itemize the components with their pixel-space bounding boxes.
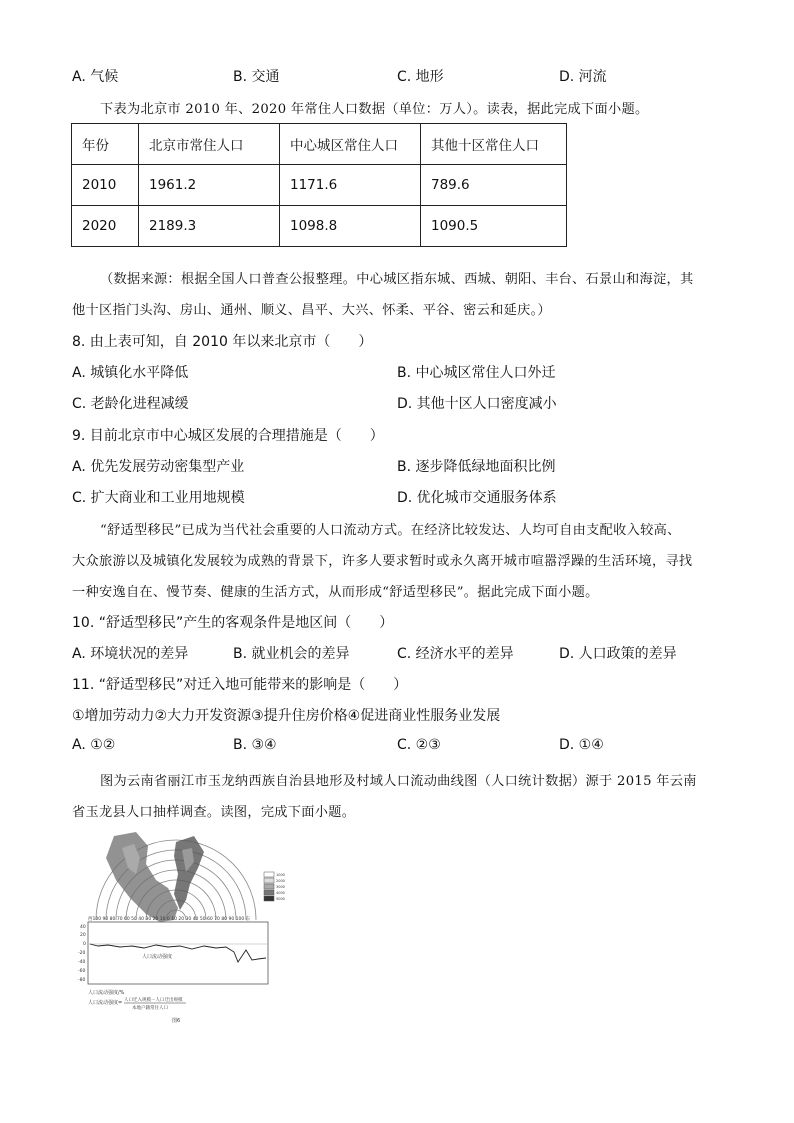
q7-option-c: C. 地形 (397, 69, 444, 85)
q11-option-d: D. ①④ (559, 737, 604, 753)
q9-stem: 9. 目前北京市中心城区发展的合理措施是（ ） (72, 428, 384, 444)
terrain-region-north (174, 836, 204, 910)
y-tick: 20 (80, 933, 86, 938)
q7-option-b: B. 交通 (233, 69, 280, 85)
q11-option-a: A. ①② (72, 737, 116, 753)
legend-label: 5000 (276, 897, 285, 901)
population-flow-curve (90, 944, 266, 962)
y-tick: -20 (78, 951, 86, 956)
table-note-line2: 他十区指门头沟、房山、通州、顺义、昌平、大兴、怀柔、平谷、密云和延庆。） (72, 303, 551, 318)
figure-graphic (78, 828, 296, 1028)
terrain-population-figure (78, 828, 296, 1028)
q9-option-d: D. 优化城市交通服务体系 (397, 490, 557, 506)
table-row (72, 206, 567, 247)
legend-label: 3000 (276, 885, 285, 889)
y-ticks (78, 924, 86, 983)
y-tick: -60 (78, 969, 86, 974)
table-cell: 2020 (72, 206, 139, 247)
q9-option-c: C. 扩大商业和工业用地规模 (72, 490, 245, 506)
formula-denominator: 本地户籍常住人口 (132, 1006, 168, 1011)
q11-option-b: B. ③④ (233, 737, 277, 753)
table-header-cell: 中心城区常住人口 (280, 124, 421, 165)
table-header-cell: 年份 (72, 124, 139, 165)
q8-option-a: A. 城镇化水平降低 (72, 365, 189, 381)
q10-options (72, 643, 732, 663)
table-header-cell: 北京市常住人口 (139, 124, 280, 165)
y-tick: 40 (80, 925, 86, 930)
y-tick: 0 (83, 942, 86, 947)
table-note-line1: （数据来源：根据全国人口普查公报整理。中心城区指东城、西城、朝阳、丰台、石景山和海淀，其 (100, 272, 694, 287)
q8-options (72, 362, 732, 382)
q7-options (72, 66, 732, 86)
q8-options-row2 (72, 393, 732, 413)
table-row (72, 165, 567, 206)
q8-option-d: D. 其他十区人口密度减小 (397, 396, 557, 412)
q10-stem: 10. “舒适型移民”产生的客观条件是地区间（ ） (72, 615, 394, 631)
q8-option-c: C. 老龄化进程减缓 (72, 396, 189, 412)
passage-line3: 一种安逸自在、慢节奏、健康的生活方式，从而形成“舒适型移民”。据此完成下面小题。 (72, 585, 599, 600)
q10-option-b: B. 就业机会的差异 (233, 646, 350, 662)
table-cell: 1961.2 (139, 165, 280, 206)
q11-items: ①增加劳动力②大力开发资源③提升住房价格④促进商业性服务业发展 (72, 708, 501, 724)
q8-stem: 8. 由上表可知，自 2010 年以来北京市（ ） (72, 334, 373, 350)
map-intro-line1: 图为云南省丽江市玉龙纳西族自治县地形及村域人口流动曲线图（人口统计数据）源于 2015 年云南 (100, 774, 697, 789)
q7-option-d: D. 河流 (559, 69, 607, 85)
q9-options-row2 (72, 487, 732, 507)
elevation-legend (264, 872, 285, 901)
population-table (71, 123, 567, 247)
q11-options (72, 737, 732, 757)
q11-option-c: C. ②③ (397, 737, 441, 753)
legend-label: 4000 (276, 891, 285, 895)
table-cell: 2010 (72, 165, 139, 206)
q7-option-a: A. 气候 (72, 69, 119, 85)
table-cell: 789.6 (421, 165, 567, 206)
curve-plot-frame (88, 922, 268, 984)
passage-line2: 大众旅游以及城镇化发展较为成熟的背景下，许多人要求暂时或永久离开城市喧嚣浮躁的生活环境，寻找 (72, 554, 693, 569)
q8-option-b: B. 中心城区常住人口外迁 (397, 365, 556, 381)
y-axis-title: 人口流动强度/% (88, 990, 125, 996)
q9-options (72, 456, 732, 476)
curve-label: 人口流动强度 (142, 954, 173, 960)
y-tick: -40 (78, 960, 86, 965)
legend-label: 2000 (276, 879, 285, 883)
table-cell: 1171.6 (280, 165, 421, 206)
table-header-row (72, 124, 567, 165)
q10-option-d: D. 人口政策的差异 (559, 646, 677, 662)
distance-axis: 西100 90 80 70 60 50 40 30 20 10 0 10 20 30 40 50 60 70 80 90 100 东 (88, 917, 251, 922)
passage-line1: “舒适型移民”已成为当代社会重要的人口流动方式。在经济比较发达、人均可自由支配收入较高、 (100, 523, 681, 538)
table-cell: 1098.8 (280, 206, 421, 247)
formula-lhs: 人口流动强度= (88, 1000, 123, 1006)
y-tick: -80 (78, 978, 86, 983)
map-intro-line2: 省玉龙县人口抽样调查。读图，完成下面小题。 (72, 805, 356, 820)
q10-option-a: A. 环境状况的差异 (72, 646, 189, 662)
table-cell: 2189.3 (139, 206, 280, 247)
q9-option-b: B. 逐步降低绿地面积比例 (397, 459, 556, 475)
q10-option-c: C. 经济水平的差异 (397, 646, 514, 662)
table-header-cell: 其他十区常住人口 (421, 124, 567, 165)
q11-stem: 11. “舒适型移民”对迁入地可能带来的影响是（ ） (72, 677, 408, 693)
table-cell: 1090.5 (421, 206, 567, 247)
table-intro: 下表为北京市 2010 年、2020 年常住人口数据（单位：万人）。读表，据此完成下面小题。 (100, 102, 649, 117)
figure-caption: 图6 (172, 1018, 181, 1024)
formula-numerator: 人口迁入规模－人口迁出规模 (124, 998, 183, 1003)
q9-option-a: A. 优先发展劳动密集型产业 (72, 459, 245, 475)
legend-label: 1000 (276, 873, 285, 877)
